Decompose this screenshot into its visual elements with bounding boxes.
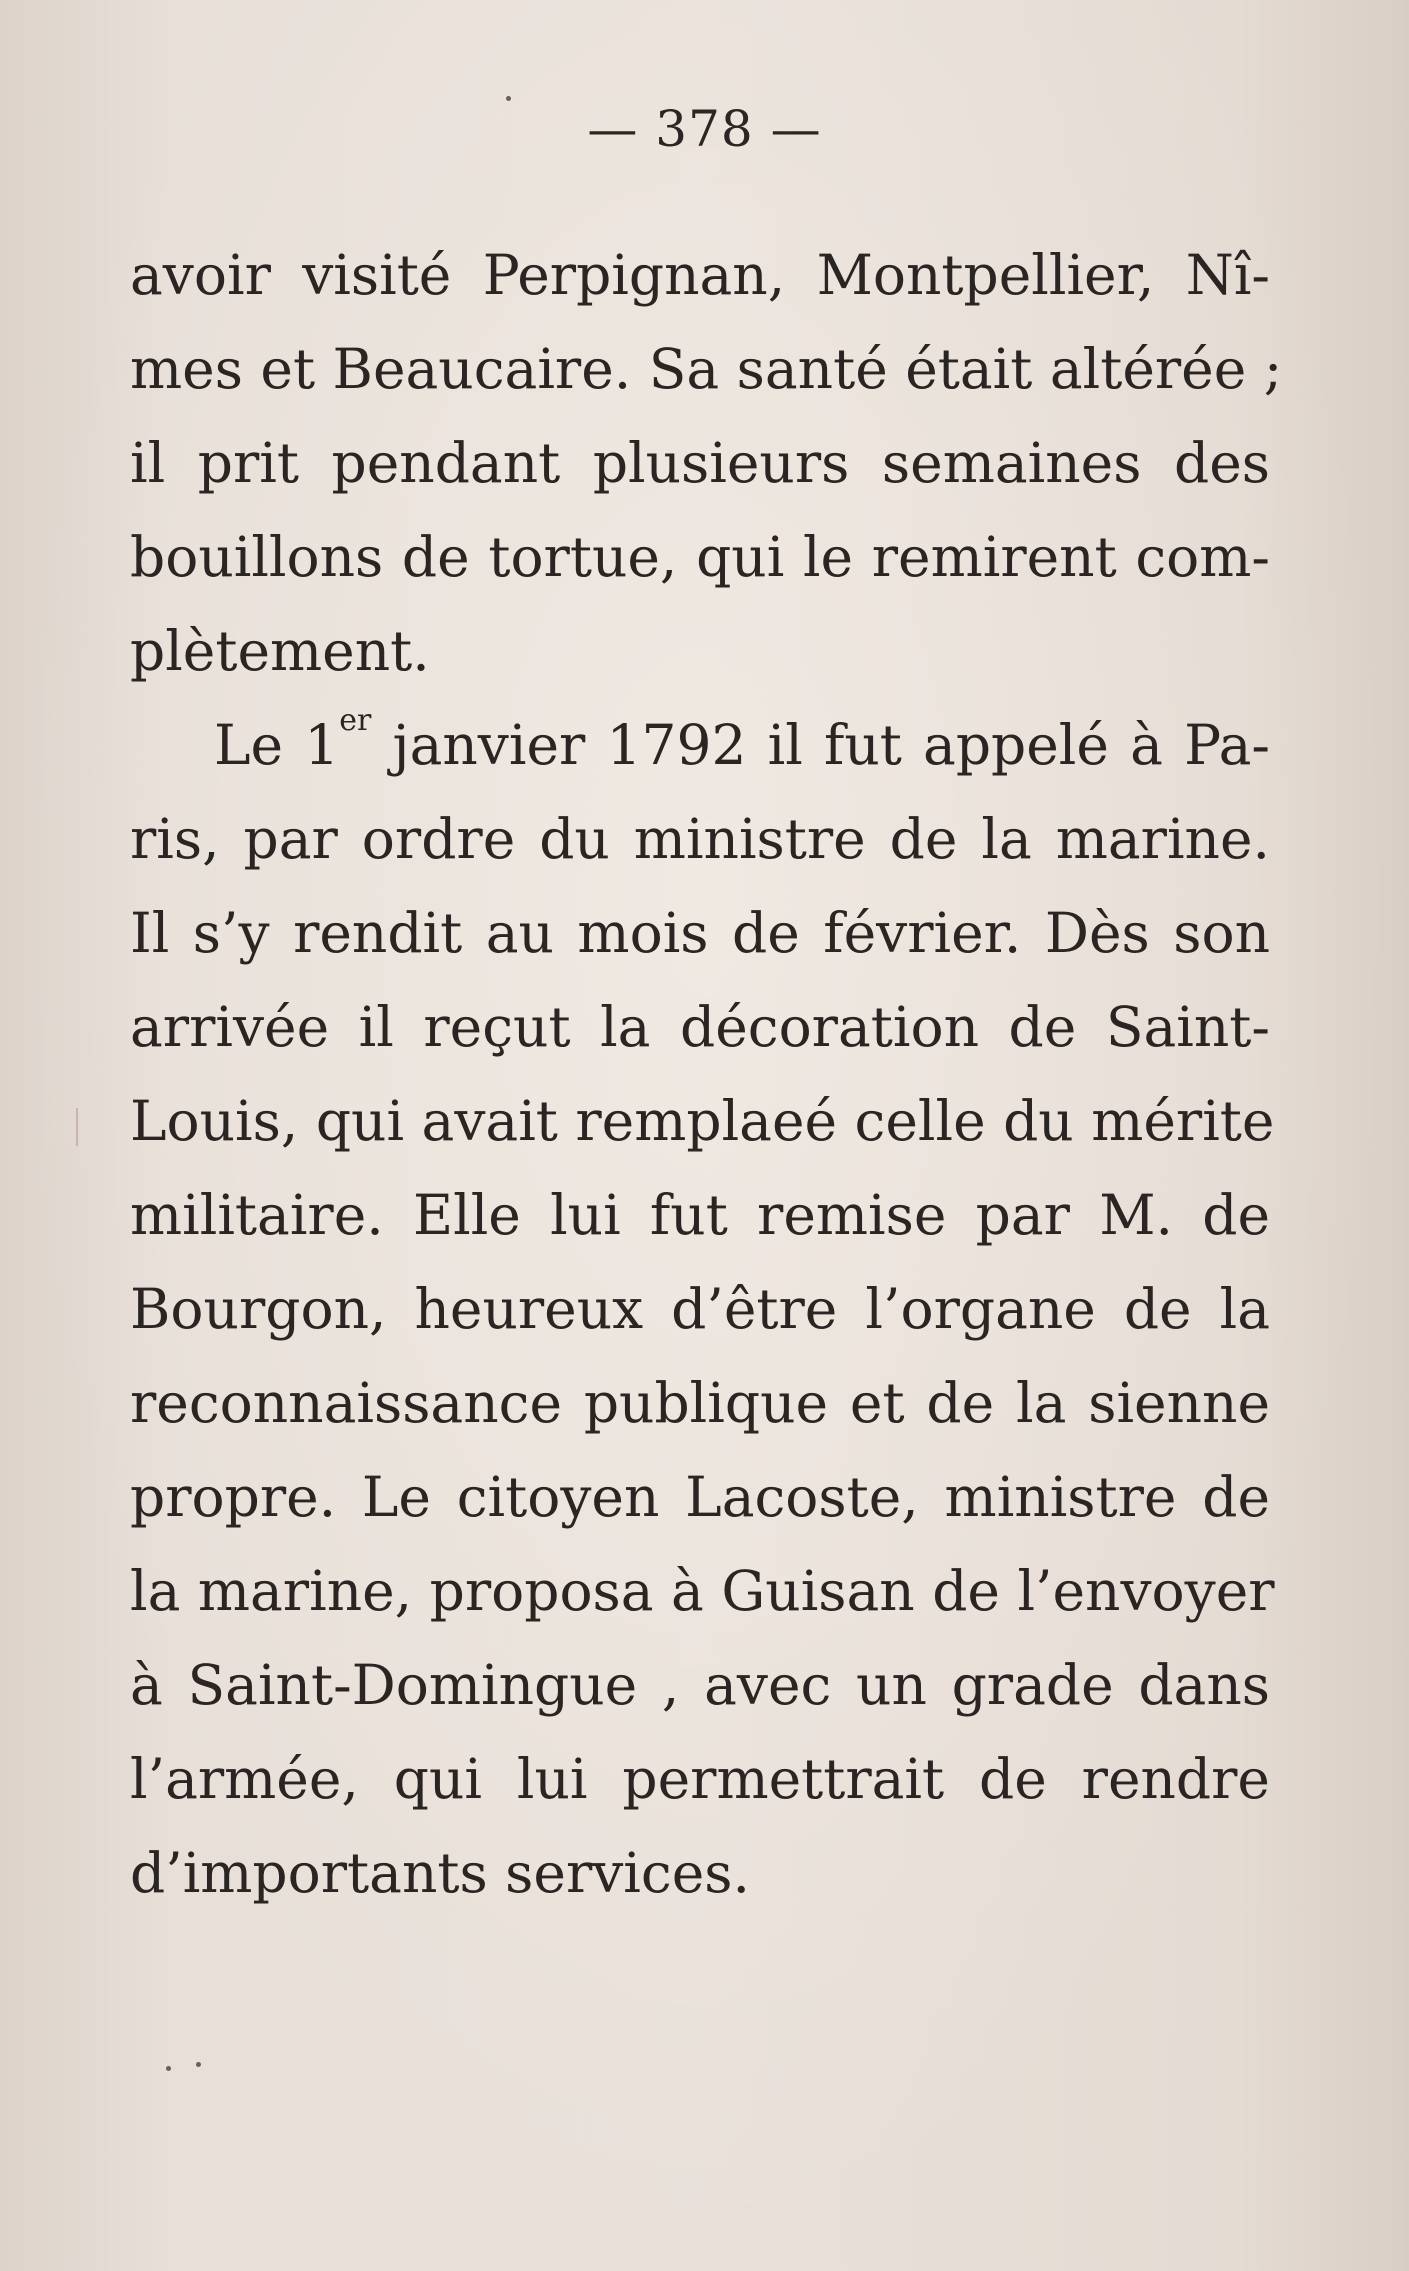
text-line: Il s’y rendit au mois de février. Dès son	[130, 901, 1270, 965]
text-line: propre. Le citoyen Lacoste, ministre de	[130, 1465, 1270, 1529]
text-line: mes et Beaucaire. Sa santé était altérée ;	[130, 337, 1283, 401]
margin-mark	[76, 1108, 78, 1146]
ink-speck	[166, 2066, 171, 2071]
page-number: — 378 —	[587, 100, 822, 158]
ink-speck	[196, 2062, 201, 2067]
text-line: il prit pendant plusieurs semaines des	[130, 431, 1270, 495]
text-fragment: janvier 1792 il fut appelé à Pa-	[371, 713, 1270, 777]
text-line: plètement.	[130, 619, 430, 683]
body-text	[130, 228, 1283, 1920]
text-line: la marine, proposa à Guisan de l’envoyer	[130, 1559, 1275, 1623]
text-line: d’importants services.	[130, 1841, 750, 1905]
text-line: militaire. Elle lui fut remise par M. de	[130, 1183, 1270, 1247]
text-line: l’armée, qui lui permettrait de rendre	[130, 1747, 1270, 1811]
text-line: ris, par ordre du ministre de la marine.	[130, 807, 1270, 871]
text-line: Bourgon, heureux d’être l’organe de la	[130, 1277, 1270, 1341]
text-line: à Saint-Domingue , avec un grade dans	[130, 1653, 1270, 1717]
paragraph-first-line	[130, 698, 1270, 792]
text-line: reconnaissance publique et de la sienne	[130, 1371, 1270, 1435]
ordinal-superscript: er	[339, 703, 372, 738]
text-line: arrivée il reçut la décoration de Saint-	[130, 995, 1270, 1059]
text-line: Louis, qui avait remplaeé celle du mérite	[130, 1089, 1275, 1153]
text-line: avoir visité Perpignan, Montpellier, Nî-	[130, 243, 1270, 307]
text-line: bouillons de tortue, qui le remirent com-	[130, 525, 1270, 589]
text-fragment: Le 1	[214, 713, 340, 777]
